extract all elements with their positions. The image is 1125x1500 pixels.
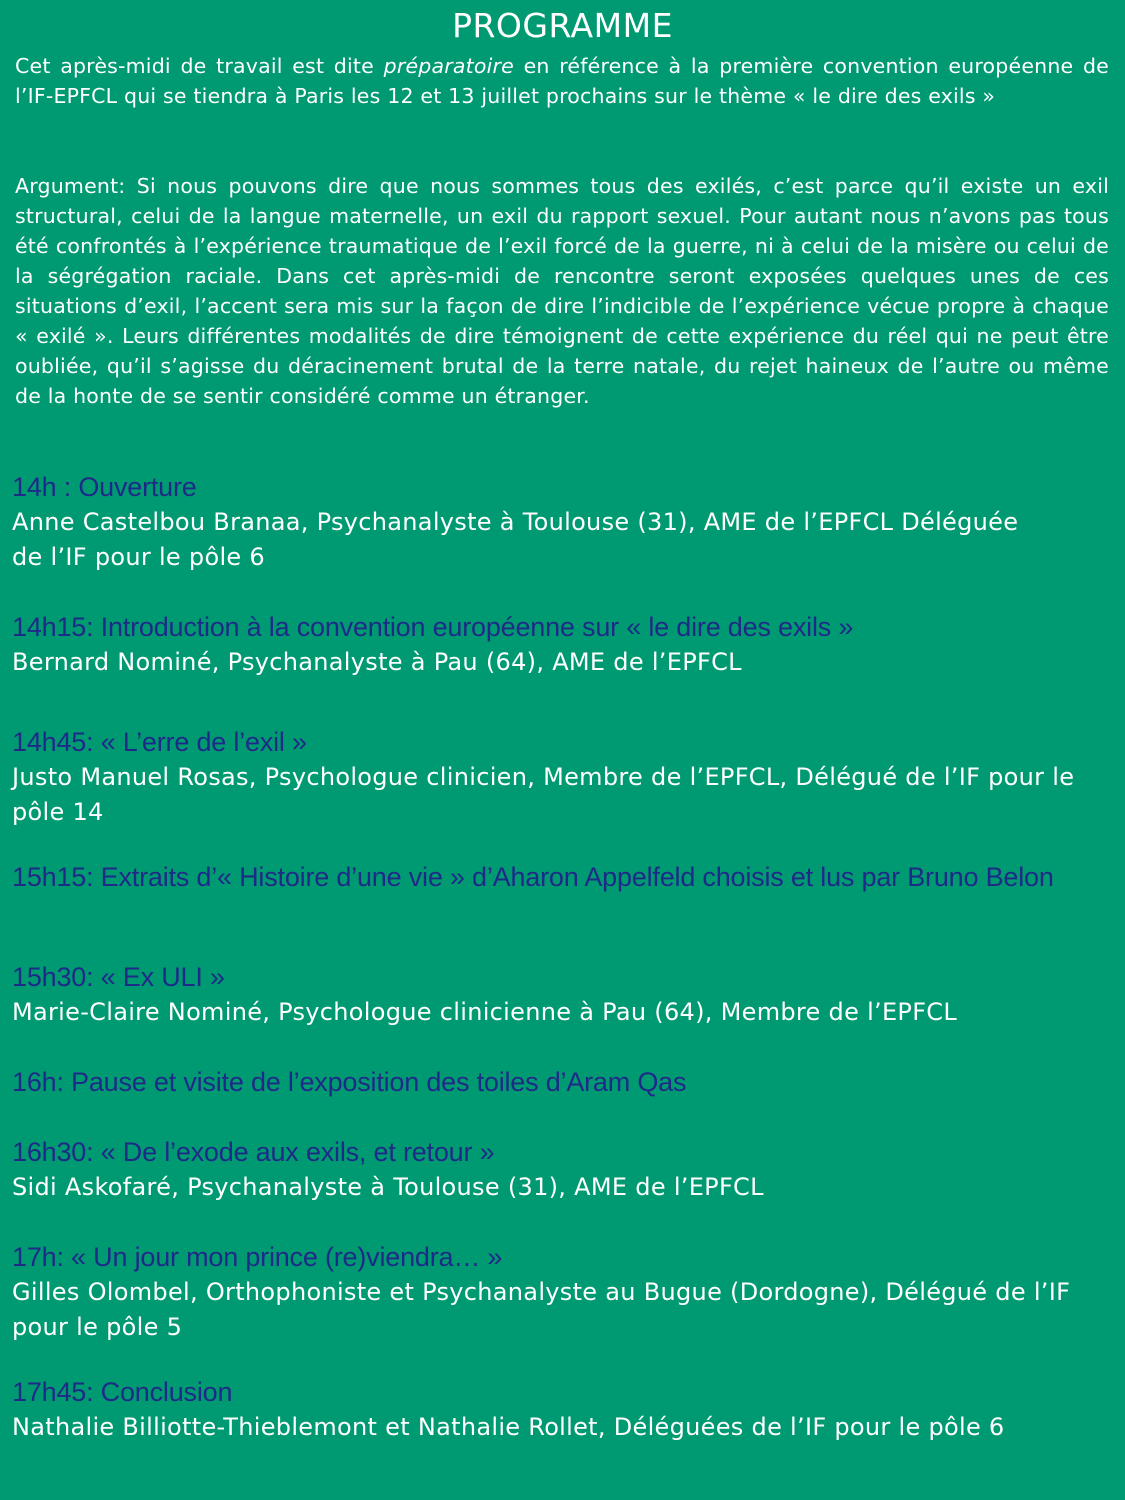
schedule-item-conclusion (12, 1375, 1112, 1445)
schedule-item-speaker: Justo Manuel Rosas, Psychologue clinicien, Membre de l’EPFCL, Délégué de l’IF pour le pôle 14 (12, 763, 1075, 826)
schedule-item-title: 16h30: « De l’exode aux exils, et retour » (12, 1137, 495, 1167)
intro-emphasis: préparatoire (383, 54, 514, 78)
schedule-item-title: 14h : Ouverture (12, 472, 197, 502)
schedule-item-erre-exil (12, 725, 1112, 830)
schedule-item-title: 14h15: Introduction à la convention européenne sur « le dire des exils » (12, 612, 854, 642)
schedule-item-speaker: Anne Castelbou Branaa, Psychanalyste à Toulouse (31), AME de l’EPFCL Déléguée de l’IF pour le pôle 6 (12, 508, 1019, 571)
intro-text-end: en référence à la première convention européenne de l’IF-EPFCL qui se tiendra à Paris les 12 et 13 juillet prochains sur le thème « le dire des exils » (15, 54, 1109, 108)
intro-text-start: Cet après-midi de travail est dite (15, 54, 384, 78)
schedule-item-ouverture (12, 470, 1042, 575)
argument-paragraph: Argument: Si nous pouvons dire que nous sommes tous des exilés, c’est parce qu’il existe un exil structural, celui de la langue maternelle, un exil du rapport sexuel. Pour autant nous n’avons pas tous été confrontés à l’expérience traumatique de l’exil forcé de la guerre, ni à celui de la misère ou celui de la ségrégation raciale. Dans cet après-midi de rencontre seront exposées quelques unes de ces situations d’exil, l’accent sera mis sur la façon de dire l’indicible de l’expérience vécue propre à chaque « exilé ». Leurs différentes modalités de dire témoignent de cette expérience du réel qui ne peut être oubliée, qu’il s’agisse du déracinement brutal de la terre natale, du rejet haineux de l’autre ou même de la honte de se sentir considéré comme un étranger. (15, 174, 1109, 408)
schedule-item-title: 14h45: « L’erre de l’exil » (12, 727, 307, 757)
schedule-item-title: 15h30: « Ex ULI » (12, 962, 225, 992)
schedule-item-speaker: Sidi Askofaré, Psychanalyste à Toulouse (31), AME de l’EPFCL (12, 1173, 764, 1201)
schedule-item-speaker: Nathalie Billiotte-Thieblemont et Nathalie Rollet, Déléguées de l’IF pour le pôle 6 (12, 1413, 1005, 1441)
schedule-item-extraits (12, 860, 1112, 895)
schedule-item-speaker: Marie-Claire Nominé, Psychologue clinicienne à Pau (64), Membre de l’EPFCL (12, 998, 958, 1026)
intro-paragraph (15, 51, 1109, 111)
schedule-item-ex-uli (12, 960, 1112, 1030)
schedule-item-introduction (12, 610, 1112, 680)
schedule-item-speaker: Bernard Nominé, Psychanalyste à Pau (64), AME de l’EPFCL (12, 648, 742, 676)
schedule-item-title: 15h15: Extraits d’« Histoire d’une vie » d’Aharon Appelfeld choisis et lus par Bruno Belon (12, 862, 1054, 892)
page-title: PROGRAMME (452, 6, 673, 45)
schedule-item-prince (12, 1240, 1112, 1345)
schedule-item-title: 16h: Pause et visite de l’exposition des toiles d’Aram Qas (12, 1067, 687, 1097)
schedule-item-title: 17h: « Un jour mon prince (re)viendra… » (12, 1242, 503, 1272)
schedule-item-exode (12, 1135, 1112, 1205)
schedule-item-title: 17h45: Conclusion (12, 1377, 233, 1407)
schedule-item-speaker: Gilles Olombel, Orthophoniste et Psychanalyste au Bugue (Dordogne), Délégué de l’IF pour le pôle 5 (12, 1278, 1071, 1341)
schedule-item-pause (12, 1065, 1112, 1100)
